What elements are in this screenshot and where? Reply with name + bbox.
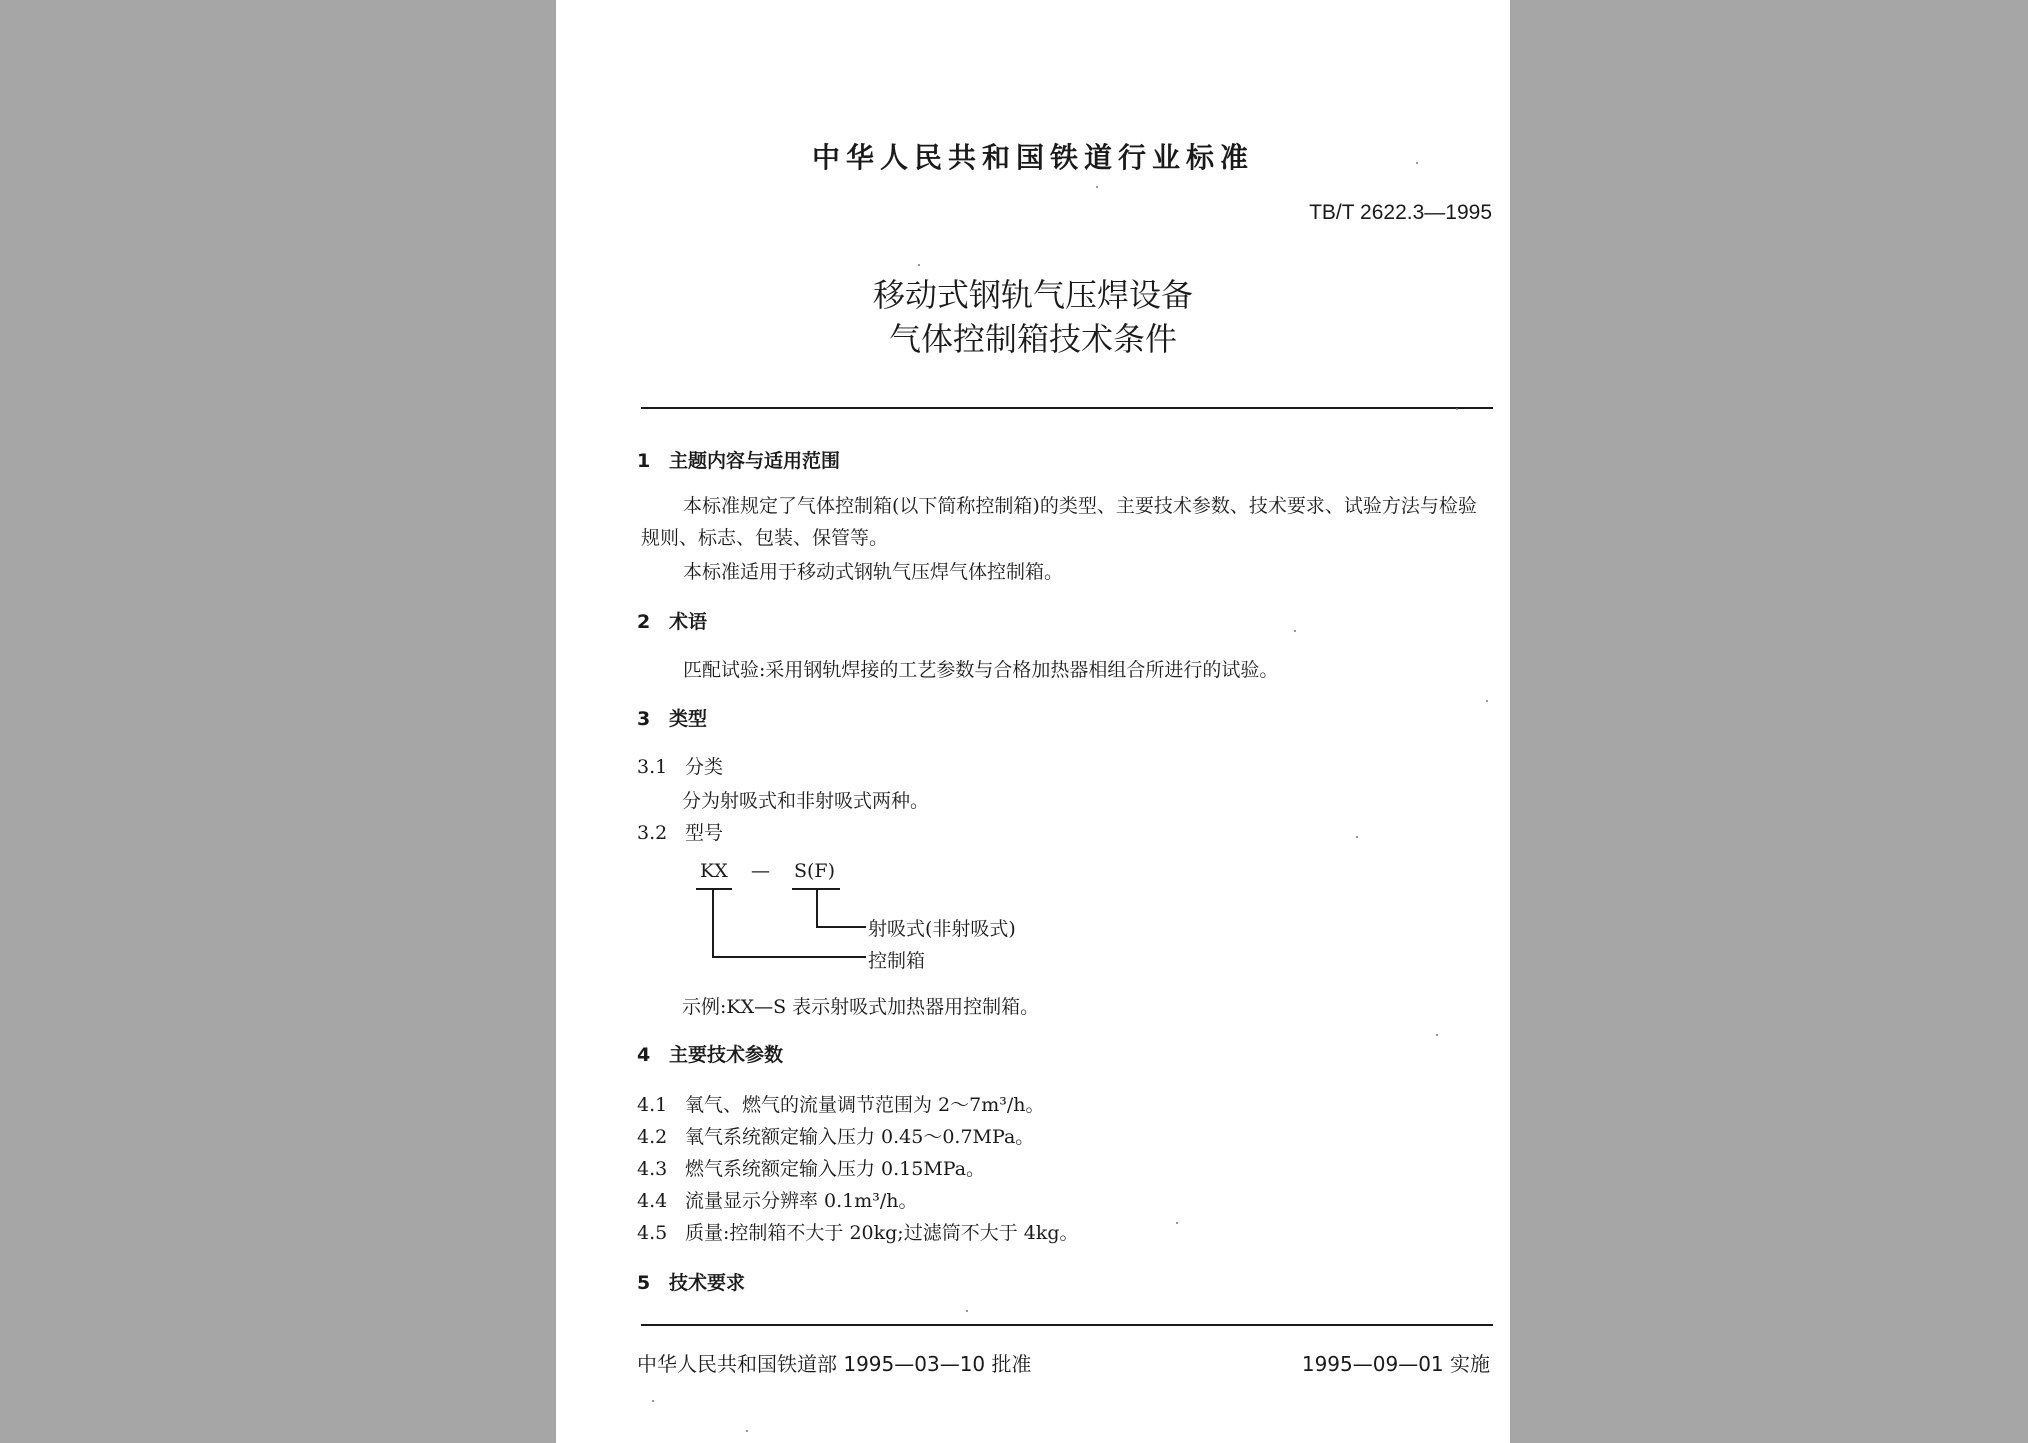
diagram-dash: — — [751, 860, 770, 882]
scan-speck — [652, 1400, 654, 1402]
scan-speck — [746, 1430, 748, 1432]
section-1-heading — [637, 446, 840, 473]
section-1-paragraph-2: 本标准适用于移动式钢轨气压焊气体控制箱。 — [683, 561, 1064, 583]
bottom-rule — [641, 1324, 1493, 1326]
section-3-1-title: 分类 — [685, 756, 724, 778]
section-3-title: 类型 — [669, 708, 708, 730]
section-4-item-number: 4.4 — [637, 1190, 668, 1212]
diagram-sf-leader-horizontal — [816, 926, 866, 928]
section-3-2-heading — [637, 818, 723, 845]
diagram-kx-leader-horizontal — [712, 956, 866, 958]
effective-date-note: 1995—09—01 实施 — [1301, 1352, 1490, 1376]
section-2-heading — [637, 607, 707, 634]
section-4-item — [637, 1122, 1034, 1149]
section-4-item-number: 4.1 — [637, 1094, 668, 1116]
section-4-item-number: 4.3 — [637, 1158, 668, 1180]
scan-speck — [1416, 162, 1418, 164]
section-3-2-example: 示例:KX—S 表示射吸式加热器用控制箱。 — [682, 996, 1040, 1018]
section-4-item-text: 流量显示分辨率 0.1m³/h。 — [685, 1190, 918, 1212]
top-rule — [641, 407, 1493, 409]
scan-speck — [1456, 408, 1458, 410]
diagram-part-sf: S(F) — [794, 860, 836, 882]
diagram-label-sf: 射吸式(非射吸式) — [868, 918, 1016, 940]
section-4-title: 主要技术参数 — [669, 1044, 784, 1066]
section-4-number: 4 — [637, 1044, 651, 1066]
section-4-item-number: 4.5 — [637, 1222, 668, 1244]
diagram-label-kx: 控制箱 — [868, 950, 926, 972]
section-3-1-text: 分为射吸式和非射吸式两种。 — [682, 790, 930, 812]
section-5-heading — [637, 1268, 745, 1295]
standard-header-title: 中华人民共和国铁道行业标准 — [811, 141, 1254, 174]
section-4-item-text: 质量:控制箱不大于 20kg;过滤筒不大于 4kg。 — [685, 1222, 1079, 1244]
document-title-line1: 移动式钢轨气压焊设备 — [872, 276, 1193, 314]
section-5-number: 5 — [637, 1272, 651, 1294]
section-4-item-text: 氧气、燃气的流量调节范围为 2～7m³/h。 — [685, 1094, 1045, 1116]
standard-code: TB/T 2622.3—1995 — [1309, 201, 1492, 224]
section-4-heading — [637, 1040, 783, 1067]
section-2-title: 术语 — [669, 611, 708, 633]
section-4-item-number: 4.2 — [637, 1126, 668, 1148]
section-3-number: 3 — [637, 708, 651, 730]
section-4-item — [637, 1186, 918, 1213]
diagram-kx-leader-vertical — [712, 888, 714, 958]
scan-speck — [966, 1310, 968, 1312]
section-3-heading — [637, 704, 707, 731]
scan-speck — [1176, 1222, 1178, 1224]
document-title-line2: 气体控制箱技术条件 — [888, 320, 1177, 358]
section-3-2-title: 型号 — [685, 822, 724, 844]
diagram-part-kx: KX — [700, 860, 728, 882]
section-4-item — [637, 1218, 1079, 1245]
section-2-paragraph-1: 匹配试验:采用钢轨焊接的工艺参数与合格加热器相组合所进行的试验。 — [683, 659, 1279, 681]
document-page — [556, 0, 1510, 1443]
scan-speck — [1096, 186, 1098, 188]
section-4-item — [637, 1090, 1045, 1117]
scan-speck — [1436, 1034, 1438, 1036]
diagram-sf-leader-vertical — [816, 888, 818, 928]
section-1-title: 主题内容与适用范围 — [669, 450, 841, 472]
diagram-kx-underline — [696, 888, 732, 890]
section-1-number: 1 — [637, 450, 651, 472]
section-4-item-text: 燃气系统额定输入压力 0.15MPa。 — [685, 1158, 986, 1180]
section-3-1-number: 3.1 — [637, 756, 668, 778]
section-3-2-number: 3.2 — [637, 822, 668, 844]
section-4-item-text: 氧气系统额定输入压力 0.45～0.7MPa。 — [685, 1126, 1035, 1148]
section-1-paragraph-1: 本标准规定了气体控制箱(以下简称控制箱)的类型、主要技术参数、技术要求、试验方法与检验规则、标志、包装、保管等。 — [641, 495, 1477, 549]
scan-speck — [1356, 836, 1358, 838]
section-2-number: 2 — [637, 611, 651, 633]
section-3-1-heading — [637, 752, 723, 779]
approval-note: 中华人民共和国铁道部 1995—03—10 批准 — [637, 1352, 1032, 1376]
scan-speck — [1486, 700, 1488, 702]
scan-speck — [1294, 630, 1296, 632]
scan-speck — [918, 264, 920, 266]
section-5-title: 技术要求 — [669, 1272, 746, 1294]
section-4-item — [637, 1154, 985, 1181]
